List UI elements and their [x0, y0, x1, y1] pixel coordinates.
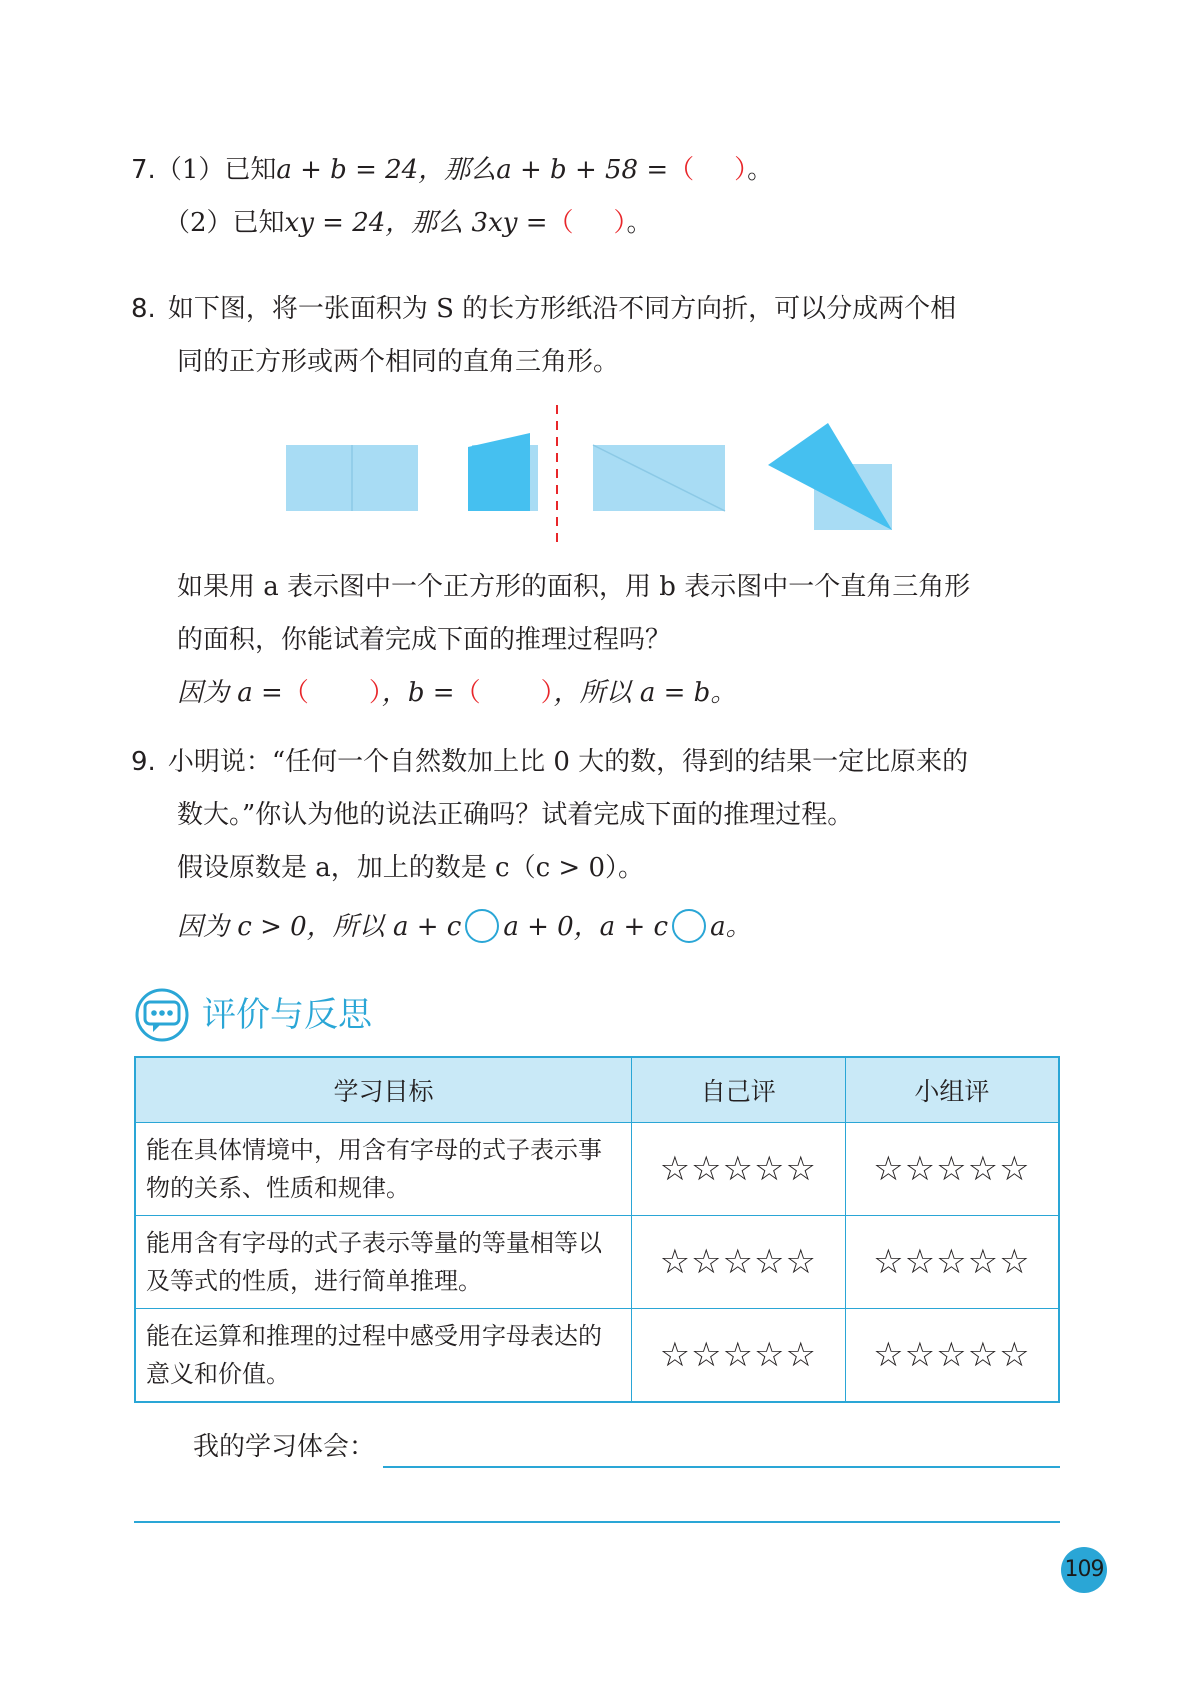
q7-answer-open-2: （	[547, 208, 574, 238]
table-row	[135, 1123, 1059, 1216]
self-rating-stars[interactable]: ☆☆☆☆☆	[631, 1123, 845, 1216]
reflection-label: 我的学习体会：	[193, 1432, 376, 1462]
table-row	[135, 1216, 1059, 1309]
q9-line4: 因为 c > 0，所以 a + c a + 0，a + c a。	[177, 909, 752, 944]
q8-line2: 同的正方形或两个相同的直角三角形。	[177, 347, 620, 377]
q9-line3: 假设原数是 a，加上的数是 c（c > 0）。	[177, 853, 645, 883]
self-rating-stars[interactable]: ☆☆☆☆☆	[631, 1309, 845, 1403]
section-title: 评价与反思	[202, 995, 372, 1035]
goal-cell: 能在运算和推理的过程中感受用字母表达的意义和价值。	[135, 1309, 631, 1403]
q8-line3: 如果用 a 表示图中一个正方形的面积，用 b 表示图中一个直角三角形	[177, 572, 971, 602]
q7-answer-open-1: （	[668, 155, 695, 185]
q9-line2: 数大。”你认为他的说法正确吗？试着完成下面的推理过程。	[177, 800, 854, 830]
q8-line4: 的面积，你能试着完成下面的推理过程吗？	[177, 625, 672, 655]
table-header-row	[135, 1057, 1059, 1123]
q9-line1: 9. 小明说：“任何一个自然数加上比 0 大的数，得到的结果一定比原来的	[131, 747, 969, 777]
q8-line5: 因为 a =（ ），b =（ ），所以 a = b。	[177, 678, 737, 708]
folding-figure	[260, 395, 920, 545]
square-folded-flap	[468, 433, 530, 511]
evaluation-table	[134, 1056, 1060, 1403]
comparison-circle-2[interactable]	[672, 909, 706, 943]
header-self-rating: 自己评	[631, 1057, 845, 1123]
table-row	[135, 1309, 1059, 1403]
page-number: 109	[1061, 1547, 1107, 1593]
group-rating-stars[interactable]: ☆☆☆☆☆	[845, 1123, 1059, 1216]
self-rating-stars[interactable]: ☆☆☆☆☆	[631, 1216, 845, 1309]
goal-cell: 能用含有字母的式子表示等量的等量相等以及等式的性质，进行简单推理。	[135, 1216, 631, 1309]
header-learning-goal: 学习目标	[135, 1057, 631, 1123]
q7-part2: （2）已知xy = 24，那么 3xy =（ ）。	[164, 208, 653, 238]
q8-line1: 8. 如下图，将一张面积为 S 的长方形纸沿不同方向折，可以分成两个相	[131, 294, 957, 324]
reflection-answer-line-2[interactable]	[134, 1521, 1060, 1523]
group-rating-stars[interactable]: ☆☆☆☆☆	[845, 1309, 1059, 1403]
chat-bubble-icon	[133, 988, 191, 1042]
group-rating-stars[interactable]: ☆☆☆☆☆	[845, 1216, 1059, 1309]
goal-cell: 能在具体情境中，用含有字母的式子表示事物的关系、性质和规律。	[135, 1123, 631, 1216]
q8-number: 8.	[131, 294, 156, 324]
comparison-circle-1[interactable]	[465, 909, 499, 943]
reflection-answer-line-1[interactable]	[383, 1466, 1060, 1468]
q9-number: 9.	[131, 747, 156, 777]
header-group-rating: 小组评	[845, 1057, 1059, 1123]
q7-part1: 7.（1）已知a + b = 24，那么a + b + 58 =（ ）。	[131, 155, 774, 185]
q7-number: 7.	[131, 155, 156, 185]
